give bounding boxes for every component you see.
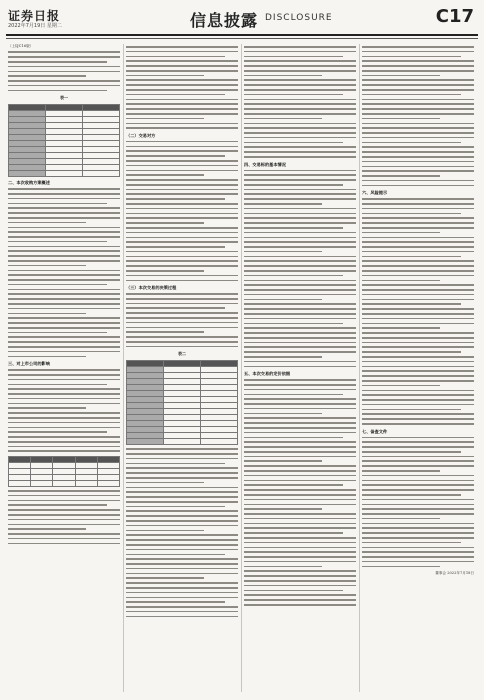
table-title: 表二: [178, 351, 186, 357]
page-number: C17: [435, 6, 474, 27]
text-block: [126, 448, 238, 617]
column-1: [8, 44, 120, 692]
table-title: 表一: [60, 95, 68, 101]
section-heading: （三）本次交易的决策过程: [126, 285, 177, 291]
page-header: [0, 0, 484, 40]
column-divider: [359, 44, 360, 692]
section-heading: 二、本次收购方案概述: [8, 180, 50, 186]
data-table: [8, 456, 120, 487]
signature-note: 董事会 2022年7月18日: [435, 571, 474, 576]
issue-date: 2022年7月19日 星期二: [8, 23, 62, 29]
data-table: [126, 360, 238, 445]
section-title: 信息披露: [190, 11, 259, 30]
text-block: [8, 51, 120, 91]
column-2: [126, 44, 238, 692]
text-block: [8, 188, 120, 357]
data-table: [8, 104, 120, 177]
continuation-note: （上接C16版）: [8, 44, 34, 48]
text-block: [126, 293, 238, 347]
text-block: [126, 46, 238, 129]
section-heading: 四、交易标的基本情况: [244, 161, 286, 167]
text-block: [8, 490, 120, 544]
text-block: [244, 170, 356, 368]
text-block: [362, 46, 474, 186]
column-divider: [123, 44, 124, 692]
section-heading: 五、本次交易的定价依据: [244, 371, 291, 377]
section-heading: 七、备查文件: [362, 428, 388, 434]
article-columns: [8, 44, 476, 692]
text-block: [362, 198, 474, 424]
header-rule-thin: [6, 38, 478, 39]
text-block: [126, 141, 238, 281]
section-title-english: DISCLOSURE: [265, 13, 333, 23]
section-heading: （二）交易对方: [126, 132, 156, 138]
header-rule-thick: [6, 34, 478, 36]
text-block: [244, 379, 356, 605]
column-divider: [241, 44, 242, 692]
section-heading: 六、风险提示: [362, 190, 388, 196]
column-4: [362, 44, 474, 692]
text-block: [362, 437, 474, 568]
text-block: [8, 369, 120, 452]
section-heading: 三、对上市公司的影响: [8, 361, 50, 367]
newspaper-logo: 证券日报: [8, 9, 61, 23]
column-3: [244, 44, 356, 692]
text-block: [244, 46, 356, 158]
